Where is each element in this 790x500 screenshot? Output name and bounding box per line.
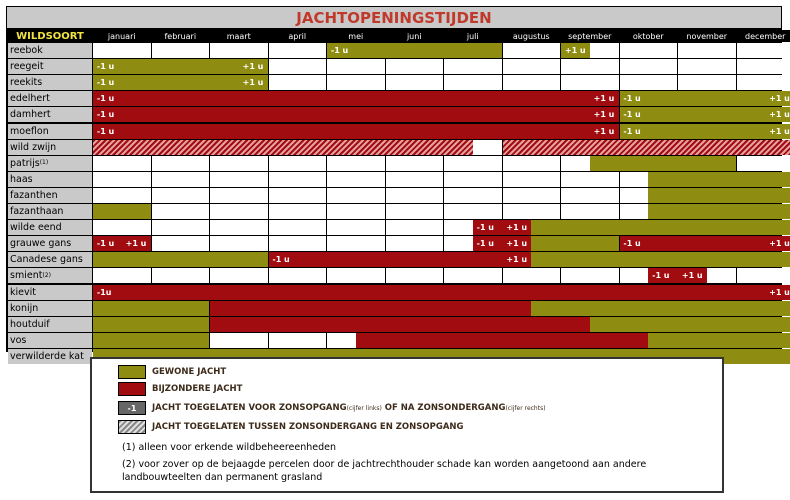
time-offset-label: -1 u [623,94,641,104]
month-cell [503,188,561,203]
chart-title: JACHTOPENINGSTIJDEN [296,8,492,27]
month-cell [386,204,444,219]
month-cell [93,172,151,187]
season-bar-gewone [590,156,736,171]
row-label: wilde eend [8,220,92,235]
row-label: konijn [8,301,92,316]
row-label: wild zwijn [8,140,92,155]
row-label: fazanthen [8,188,92,203]
season-bar-bijzonder [356,333,649,348]
month-cell [327,268,385,283]
month-cell [210,188,268,203]
month-cell [503,268,561,283]
legend-swatch-text: -1 [127,403,137,413]
legend-label-sunrise [152,403,546,413]
legend-swatch-gewone [118,365,146,379]
time-offset-label: -1 u [623,126,641,136]
month-cell [327,220,385,235]
time-offset-label: -1 u [96,94,115,104]
month-cell [561,172,619,187]
season-bar-gewone [648,188,790,203]
season-bar-gewone [620,107,790,122]
season-bar-gewone [648,204,790,219]
time-offset-label: +1 u [593,94,615,104]
month-cell [93,43,151,58]
row-label: smient (2) [8,268,92,283]
season-bar-bijzonder [93,285,790,300]
time-offset-label: -1 u [272,255,290,265]
season-bar-bijzonder [93,91,619,106]
month-cell [503,156,561,171]
month-cell [386,156,444,171]
month-cell [620,75,678,90]
hunting-season-chart [6,6,790,362]
header-month-oktober: oktober [620,30,678,42]
time-offset-label: +1 u [593,126,615,136]
row-label: reegeit [8,59,92,74]
header-month-maart: maart [210,30,268,42]
month-cell [444,156,502,171]
month-cell [269,156,327,171]
month-cell [152,220,210,235]
month-cell [444,75,502,90]
season-bar-gewone [531,252,790,267]
row-label: verwilderde kat [8,349,92,364]
legend-sunrise-c: OF NA ZONSONDERGANG [381,403,506,413]
time-offset-label: -1 u [330,46,349,55]
time-offset-label: +1 u [769,287,790,297]
season-bar-gewone [648,333,790,348]
legend-swatch-night [118,420,146,434]
month-cell [561,75,619,90]
header-month-februari: februari [152,30,210,42]
month-cell [152,204,210,219]
month-cell [561,59,619,74]
row-label: kievit [8,285,92,300]
season-bar-gewone [93,204,151,219]
month-cell [503,75,561,90]
month-cell [444,172,502,187]
header-month-augustus: augustus [503,30,561,42]
month-cell [620,59,678,74]
legend [90,357,724,493]
season-bar-gewone [531,236,618,251]
month-cell [327,75,385,90]
month-cell [386,75,444,90]
month-cell [93,268,151,283]
row-label: moeflon [8,124,92,139]
header-month-mei: mei [327,30,385,42]
legend-swatch-time-offset [118,401,146,415]
month-cell [210,268,268,283]
season-bar-bijzonder [210,317,590,332]
header-month-juli: juli [444,30,502,42]
month-cell [327,188,385,203]
month-cell [210,43,268,58]
month-cell [269,268,327,283]
season-bar-gewone [93,317,209,332]
month-cell [444,204,502,219]
month-cell [210,220,268,235]
month-cell [269,172,327,187]
legend-sunrise-b: (cijfer links) [346,405,382,412]
season-bar-gewone [531,301,790,316]
month-cell [327,204,385,219]
chart-title-bar [7,7,781,29]
legend-item-gewone [118,365,226,379]
row-label: haas [8,172,92,187]
row-label-footnote: (1) [39,159,49,167]
month-cell [737,59,790,74]
season-bar-nacht [93,140,473,155]
month-cell [269,59,327,74]
month-cell [737,75,790,90]
month-cell [678,43,736,58]
row-label: Canadese gans [8,252,92,267]
month-cell [327,59,385,74]
legend-sunrise-d: (cijfer rechts) [505,405,546,412]
legend-item-sunrise [118,401,546,415]
header-month-april: april [269,30,327,42]
month-cell [386,188,444,203]
footnote-1: (1) alleen voor erkende wildbeheereenheden [122,442,336,453]
row-label: grauwe gans [8,236,92,251]
month-cell [269,236,327,251]
month-cell [737,43,790,58]
month-cell [386,59,444,74]
legend-swatch-bijzonder [118,382,146,396]
header-month-november: november [678,30,736,42]
month-cell [503,204,561,219]
legend-item-night [118,420,464,434]
legend-label-night: JACHT TOEGELATEN TUSSEN ZONSONDERGANG EN ZONSOPGANG [152,422,464,432]
time-offset-label: +1 u [125,239,147,249]
row-label: reebok [8,43,92,58]
month-cell [327,236,385,251]
time-offset-label: +1 u [564,46,586,55]
row-label: vos [8,333,92,348]
legend-item-bijzonder [118,382,242,396]
season-bar-bijzonder [620,236,790,251]
time-offset-label: -1 u [476,223,494,233]
season-bar-bijzonder [210,301,531,316]
time-offset-label: +1 u [242,62,264,72]
season-bar-gewone [531,220,790,235]
month-cell [269,220,327,235]
season-bar-gewone [93,333,209,348]
month-cell [210,156,268,171]
time-offset-label: -1 u [96,239,115,249]
month-cell [269,204,327,219]
time-offset-label: +1 u [769,110,790,120]
month-cell [444,59,502,74]
month-cell [152,268,210,283]
month-cell [210,172,268,187]
row-label: fazanthaan [8,204,92,219]
month-cell [269,43,327,58]
time-offset-label: -1 u [623,239,641,249]
time-offset-label: +1 u [506,223,528,233]
month-cell [93,156,151,171]
time-offset-label: +1 u [506,239,528,249]
season-bar-gewone [590,317,790,332]
footnote-2b: landbouwteelten dan permanent grasland [122,472,323,483]
row-label-footnote: (2) [42,271,51,279]
time-offset-label: -1 u [623,110,641,120]
month-cell [503,43,561,58]
month-cell [386,172,444,187]
month-cell [620,43,678,58]
time-offset-label: -1 u [96,110,115,120]
season-bar-nacht [503,140,790,155]
time-offset-label: -1 u [96,62,115,72]
time-offset-label: -1u [96,287,112,297]
season-bar-gewone [648,172,790,187]
month-cell [269,333,327,348]
header-month-september: september [561,30,619,42]
time-offset-label: +1 u [769,126,790,136]
time-offset-label: +1 u [593,110,615,120]
time-offset-label: +1 u [769,239,790,249]
time-offset-label: -1 u [476,239,494,249]
time-offset-label: +1 u [681,271,703,281]
header-month-juni: juni [386,30,444,42]
legend-sunrise-a: JACHT TOEGELATEN VOOR ZONSOPGANG [152,403,347,413]
header-month-januari: januari [93,30,151,42]
time-offset-label: +1 u [769,94,790,104]
month-cell [444,188,502,203]
month-cell [152,172,210,187]
legend-label-bijzonder: BIJZONDERE JACHT [152,384,243,394]
month-cell [678,59,736,74]
footnote-2a: (2) voor zover op de bejaagde percelen door de jachtrechthouder schade kan worden aangetoond aan andere [122,459,647,470]
month-cell [152,156,210,171]
month-cell [503,172,561,187]
month-cell [561,268,619,283]
month-cell [269,188,327,203]
row-label: edelhert [8,91,92,106]
month-cell [737,156,790,171]
month-cell [503,59,561,74]
month-cell [386,220,444,235]
season-bar-bijzonder [93,107,619,122]
row-label: reekits [8,75,92,90]
month-cell [737,268,790,283]
header-wildsoort: WILDSOORT [8,30,92,42]
month-cell [93,188,151,203]
time-offset-label: +1 u [506,255,528,265]
month-cell [152,236,210,251]
month-cell [152,188,210,203]
season-bar-gewone [93,75,268,90]
header-month-december: december [737,30,790,42]
month-cell [561,204,619,219]
season-bar-gewone [327,43,502,58]
month-cell [327,156,385,171]
month-cell [269,75,327,90]
month-cell [210,236,268,251]
month-cell [386,236,444,251]
time-offset-label: -1 u [96,126,115,136]
month-cell [210,204,268,219]
month-cell [152,43,210,58]
season-bar-gewone [620,124,790,139]
time-offset-label: +1 u [242,78,264,88]
month-cell [210,333,268,348]
time-offset-label: -1 u [96,78,115,88]
month-cell [444,268,502,283]
month-cell [678,75,736,90]
season-bar-gewone [93,301,209,316]
month-cell [561,188,619,203]
month-cell [386,268,444,283]
month-cell [93,220,151,235]
legend-label-gewone: GEWONE JACHT [152,367,227,377]
row-label: damhert [8,107,92,122]
row-label: patrijs (1) [8,156,92,171]
season-bar-gewone [93,252,268,267]
row-label: houtduif [8,317,92,332]
season-bar-gewone [93,59,268,74]
month-cell [327,172,385,187]
season-bar-bijzonder [93,124,619,139]
season-bar-bijzonder [269,252,532,267]
time-offset-label: -1 u [652,271,670,281]
season-bar-gewone [620,91,790,106]
